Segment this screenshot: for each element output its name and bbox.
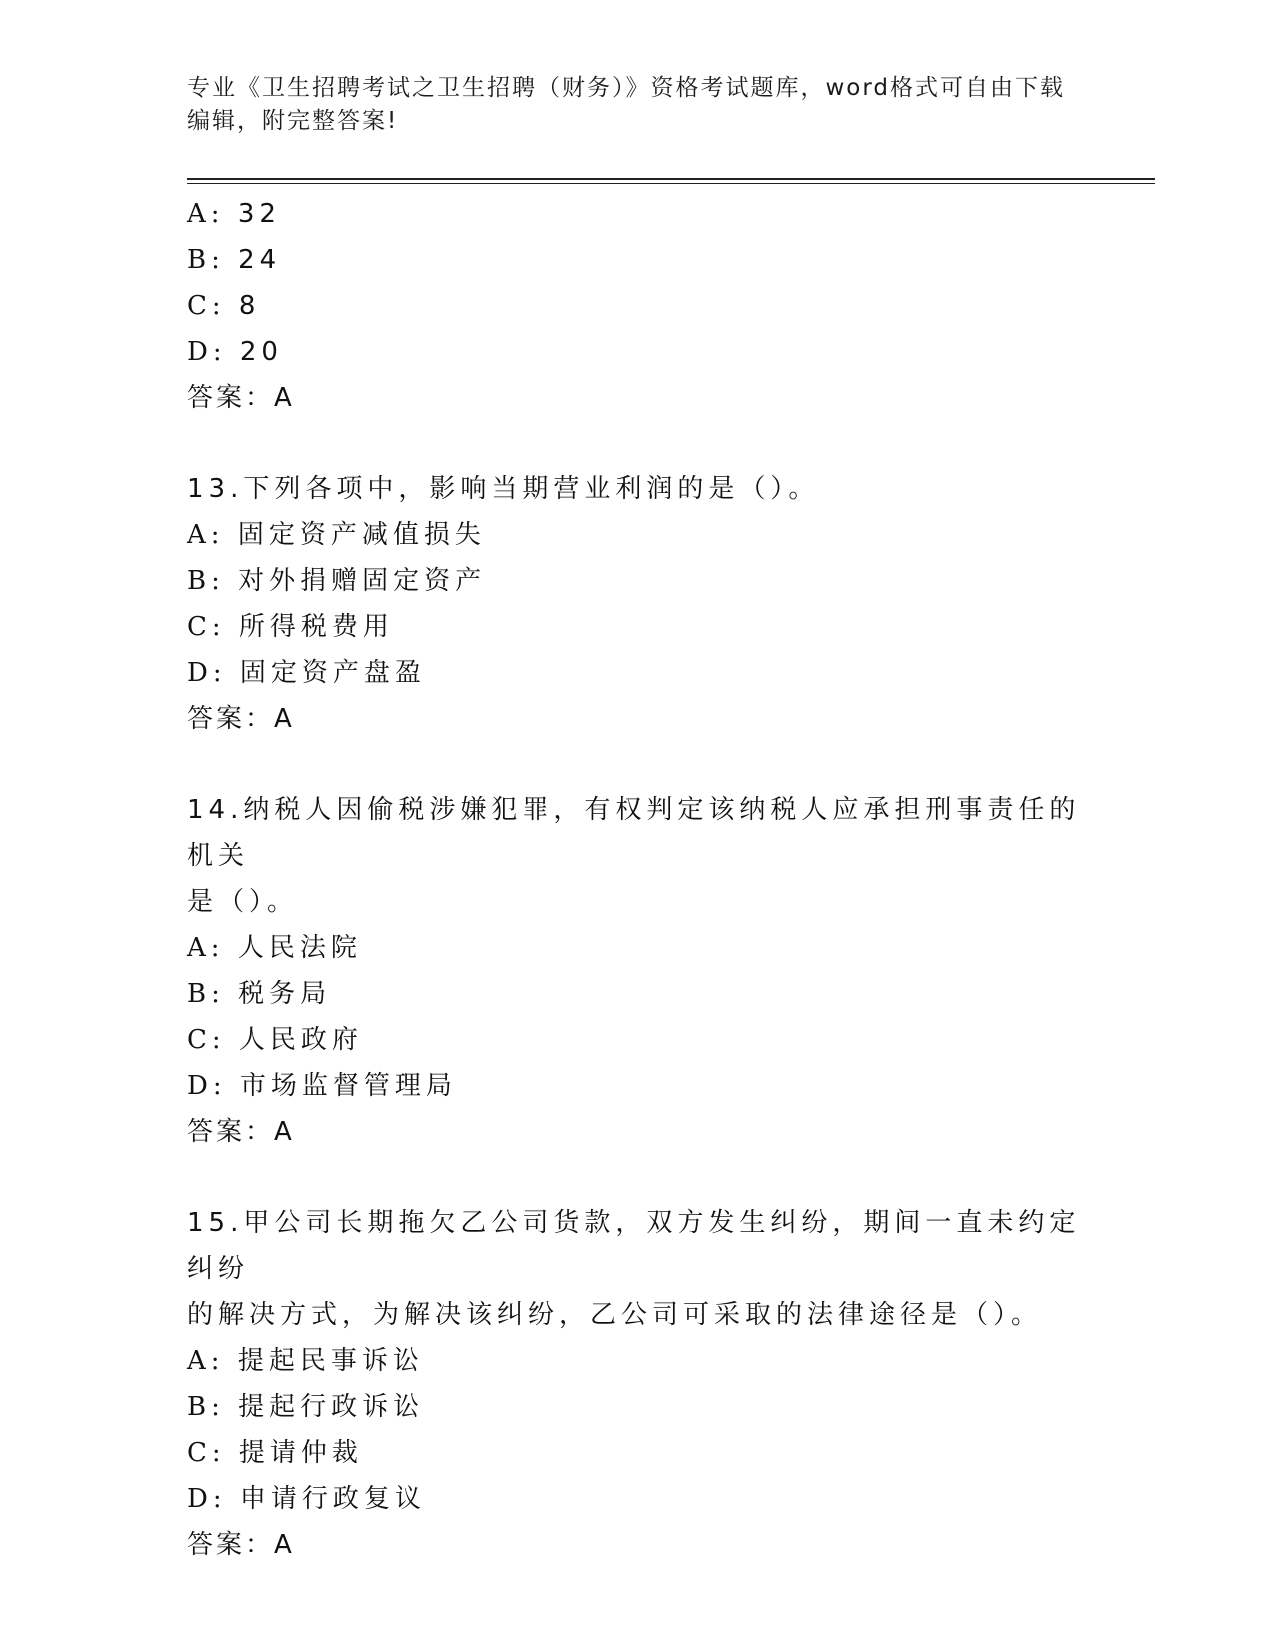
option-a [187, 191, 1087, 237]
option-b [187, 237, 1087, 283]
option-letter: C: [187, 1438, 226, 1468]
option-letter: B: [187, 566, 225, 596]
answer-line [187, 1109, 1087, 1155]
question-14-block [187, 787, 1087, 1155]
option-b [187, 1384, 1087, 1430]
option-text: 提起民事诉讼 [237, 1346, 424, 1376]
option-letter: A: [187, 520, 225, 550]
header-divider-thick [187, 178, 1155, 180]
question-text-line: 14.纳税人因偷税涉嫌犯罪，有权判定该纳税人应承担刑事责任的机关 [187, 795, 1081, 871]
question-text [187, 1200, 1087, 1338]
option-b [187, 558, 1087, 604]
option-letter: B: [187, 1392, 225, 1422]
answer-label: 答案： [187, 1530, 275, 1560]
option-a [187, 925, 1087, 971]
option-letter: A: [187, 199, 225, 229]
answer-line [187, 1522, 1087, 1568]
option-letter: C: [187, 1025, 226, 1055]
option-text: 8 [238, 291, 261, 321]
option-text: 人民政府 [238, 1025, 363, 1055]
option-letter: D: [187, 1071, 227, 1101]
option-text: 32 [237, 199, 281, 229]
answer-value: A [274, 704, 295, 734]
question-text [187, 466, 1087, 512]
option-b [187, 971, 1087, 1017]
option-letter: D: [187, 1484, 227, 1514]
answer-label: 答案： [187, 704, 275, 734]
question-text-line: 15.甲公司长期拖欠乙公司货款，双方发生纠纷，期间一直未约定纠纷 [187, 1208, 1081, 1284]
option-c [187, 1017, 1087, 1063]
option-text: 固定资产减值损失 [237, 520, 486, 550]
option-text: 提起行政诉讼 [238, 1392, 425, 1422]
question-text-line: 13.下列各项中，影响当期营业利润的是（）。 [187, 474, 820, 504]
option-a [187, 1338, 1087, 1384]
option-text: 固定资产盘盈 [239, 658, 426, 688]
document-header [187, 72, 1087, 138]
header-line-2: 编辑，附完整答案! [187, 108, 399, 134]
question-12-block [187, 191, 1087, 421]
option-a [187, 512, 1087, 558]
option-text: 24 [238, 245, 282, 275]
answer-value: A [274, 1117, 295, 1147]
answer-label: 答案： [187, 1117, 275, 1147]
option-text: 税务局 [238, 979, 332, 1009]
option-d [187, 329, 1087, 375]
answer-value: A [274, 383, 295, 413]
question-15-block [187, 1200, 1087, 1568]
answer-label: 答案： [187, 383, 275, 413]
option-d [187, 1476, 1087, 1522]
header-line-1: 专业《卫生招聘考试之卫生招聘（财务）》资格考试题库，word格式可自由下载 [187, 75, 1066, 101]
option-letter: D: [187, 658, 227, 688]
question-list [187, 191, 1087, 1568]
header-divider-thin [187, 183, 1155, 184]
option-letter: A: [187, 1346, 225, 1376]
option-letter: A: [187, 933, 225, 963]
question-text-line: 是（）。 [187, 887, 299, 917]
option-d [187, 1063, 1087, 1109]
option-letter: B: [187, 979, 225, 1009]
answer-line [187, 375, 1087, 421]
option-text: 申请行政复议 [239, 1484, 426, 1514]
option-letter: C: [187, 291, 226, 321]
option-letter: D: [187, 337, 227, 367]
question-13-block [187, 466, 1087, 742]
option-c [187, 604, 1087, 650]
option-text: 对外捐赠固定资产 [238, 566, 487, 596]
option-c [187, 1430, 1087, 1476]
option-text: 市场监督管理局 [239, 1071, 457, 1101]
option-text: 20 [239, 337, 283, 367]
question-text-line: 的解决方式，为解决该纠纷，乙公司可采取的法律途径是（）。 [187, 1300, 1043, 1330]
option-d [187, 650, 1087, 696]
option-text: 提请仲裁 [238, 1438, 363, 1468]
option-text: 所得税费用 [238, 612, 394, 642]
answer-value: A [274, 1530, 295, 1560]
question-text [187, 787, 1087, 925]
option-letter: B: [187, 245, 225, 275]
answer-line [187, 696, 1087, 742]
option-c [187, 283, 1087, 329]
option-text: 人民法院 [237, 933, 362, 963]
option-letter: C: [187, 612, 226, 642]
